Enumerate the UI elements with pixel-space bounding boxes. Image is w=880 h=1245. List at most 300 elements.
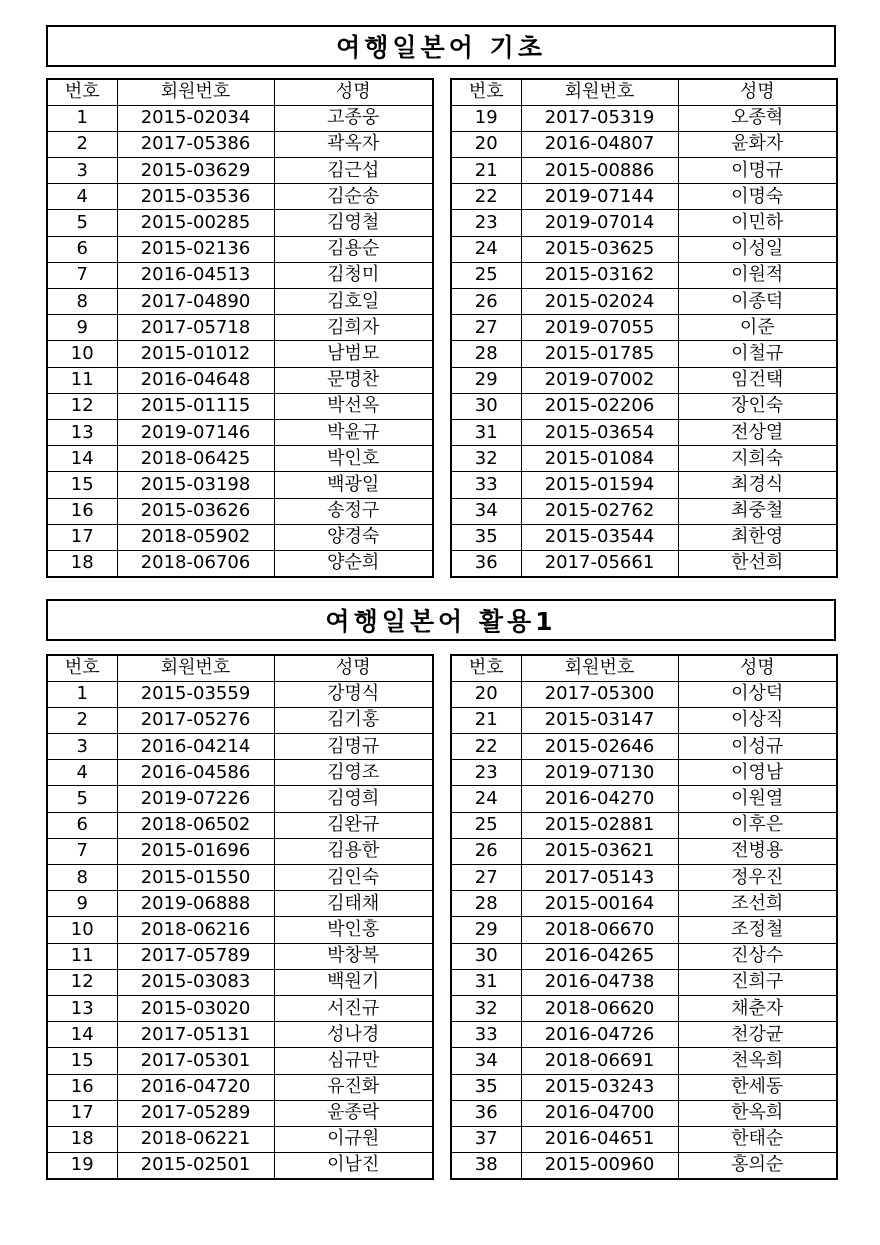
- cell-name: 한옥희: [678, 1100, 837, 1126]
- cell-member-id: 2017-05789: [117, 943, 274, 969]
- header-member-id: 회원번호: [117, 655, 274, 681]
- cell-name: 남범모: [274, 341, 433, 367]
- table-row: [451, 446, 837, 472]
- table-row: [451, 1100, 837, 1126]
- table-row: [47, 184, 433, 210]
- section-basic: [46, 25, 836, 574]
- cell-name: 이남진: [274, 1153, 433, 1179]
- cell-name: 이후은: [678, 812, 837, 838]
- table-row: [47, 707, 433, 733]
- cell-name: 이종덕: [678, 289, 837, 315]
- cell-member-id: 2016-04270: [521, 786, 678, 812]
- cell-member-id: 2016-04586: [117, 760, 274, 786]
- cell-name: 김영철: [274, 210, 433, 236]
- table-row: [47, 1048, 433, 1074]
- table-row: [47, 472, 433, 498]
- cell-name: 성나경: [274, 1022, 433, 1048]
- table-row: [47, 210, 433, 236]
- cell-number: 23: [451, 210, 521, 236]
- cell-name: 이준: [678, 315, 837, 341]
- cell-member-id: 2015-03626: [117, 498, 274, 524]
- cell-number: 38: [451, 1153, 521, 1179]
- cell-name: 김순송: [274, 184, 433, 210]
- cell-number: 11: [47, 943, 117, 969]
- cell-name: 이성일: [678, 236, 837, 262]
- table-row: [47, 315, 433, 341]
- cell-member-id: 2016-04265: [521, 943, 678, 969]
- cell-name: 천강균: [678, 1022, 837, 1048]
- cell-member-id: 2015-03654: [521, 419, 678, 445]
- cell-member-id: 2019-07002: [521, 367, 678, 393]
- cell-name: 곽옥자: [274, 131, 433, 157]
- cell-member-id: 2015-03629: [117, 158, 274, 184]
- cell-name: 이철규: [678, 341, 837, 367]
- cell-number: 25: [451, 812, 521, 838]
- header-member-id: 회원번호: [117, 79, 274, 105]
- cell-name: 홍의순: [678, 1153, 837, 1179]
- cell-member-id: 2018-06706: [117, 550, 274, 576]
- header-name: 성명: [274, 655, 433, 681]
- cell-number: 13: [47, 419, 117, 445]
- header-number: 번호: [47, 79, 117, 105]
- table-row: [47, 367, 433, 393]
- table-row: [47, 969, 433, 995]
- cell-member-id: 2018-06216: [117, 917, 274, 943]
- table-row: [451, 184, 837, 210]
- cell-member-id: 2016-04720: [117, 1074, 274, 1100]
- cell-number: 31: [451, 969, 521, 995]
- table-row: [451, 734, 837, 760]
- cell-name: 김인숙: [274, 865, 433, 891]
- table-row: [47, 446, 433, 472]
- cell-member-id: 2019-07130: [521, 760, 678, 786]
- cell-member-id: 2017-05386: [117, 131, 274, 157]
- cell-member-id: 2016-04738: [521, 969, 678, 995]
- cell-name: 임건택: [678, 367, 837, 393]
- header-member-id: 회원번호: [521, 655, 678, 681]
- cell-number: 21: [451, 707, 521, 733]
- cell-member-id: 2015-02136: [117, 236, 274, 262]
- cell-number: 30: [451, 943, 521, 969]
- header-name: 성명: [678, 655, 837, 681]
- cell-number: 17: [47, 524, 117, 550]
- cell-number: 12: [47, 393, 117, 419]
- cell-number: 18: [47, 1126, 117, 1152]
- cell-name: 이성규: [678, 734, 837, 760]
- cell-number: 10: [47, 917, 117, 943]
- cell-number: 17: [47, 1100, 117, 1126]
- cell-name: 한세동: [678, 1074, 837, 1100]
- cell-number: 20: [451, 131, 521, 157]
- table-row: [47, 236, 433, 262]
- cell-number: 3: [47, 734, 117, 760]
- cell-name: 진희구: [678, 969, 837, 995]
- table-header-row: [47, 655, 433, 681]
- header-member-id: 회원번호: [521, 79, 678, 105]
- cell-number: 5: [47, 210, 117, 236]
- cell-number: 15: [47, 1048, 117, 1074]
- cell-number: 27: [451, 315, 521, 341]
- table-row: [451, 367, 837, 393]
- table-row: [47, 917, 433, 943]
- cell-number: 24: [451, 786, 521, 812]
- table-row: [47, 393, 433, 419]
- cell-number: 25: [451, 262, 521, 288]
- member-table-left: [46, 78, 434, 578]
- member-table-right: [450, 654, 838, 1180]
- cell-number: 2: [47, 131, 117, 157]
- cell-name: 이상덕: [678, 681, 837, 707]
- header-number: 번호: [451, 655, 521, 681]
- cell-name: 한태순: [678, 1126, 837, 1152]
- table-row: [47, 1074, 433, 1100]
- table-row: [451, 1153, 837, 1179]
- cell-number: 16: [47, 498, 117, 524]
- cell-number: 22: [451, 184, 521, 210]
- cell-name: 최한영: [678, 524, 837, 550]
- cell-member-id: 2017-05289: [117, 1100, 274, 1126]
- header-number: 번호: [47, 655, 117, 681]
- section-title: 여행일본어 기초: [46, 25, 836, 67]
- cell-number: 19: [47, 1153, 117, 1179]
- cell-number: 8: [47, 865, 117, 891]
- cell-name: 송정구: [274, 498, 433, 524]
- table-row: [451, 838, 837, 864]
- member-table-right: [450, 78, 838, 578]
- cell-member-id: 2015-01550: [117, 865, 274, 891]
- cell-number: 1: [47, 105, 117, 131]
- cell-member-id: 2015-02024: [521, 289, 678, 315]
- cell-name: 문명찬: [274, 367, 433, 393]
- cell-name: 진상수: [678, 943, 837, 969]
- cell-member-id: 2017-05301: [117, 1048, 274, 1074]
- cell-number: 26: [451, 838, 521, 864]
- cell-name: 최경식: [678, 472, 837, 498]
- cell-member-id: 2018-06670: [521, 917, 678, 943]
- table-row: [47, 995, 433, 1021]
- cell-member-id: 2015-02881: [521, 812, 678, 838]
- cell-member-id: 2016-04513: [117, 262, 274, 288]
- cell-member-id: 2015-03621: [521, 838, 678, 864]
- cell-number: 21: [451, 158, 521, 184]
- table-row: [47, 1126, 433, 1152]
- cell-name: 전상열: [678, 419, 837, 445]
- table-row: [451, 1048, 837, 1074]
- cell-name: 이명규: [678, 158, 837, 184]
- cell-number: 34: [451, 1048, 521, 1074]
- table-row: [47, 419, 433, 445]
- cell-name: 김태채: [274, 891, 433, 917]
- cell-member-id: 2016-04651: [521, 1126, 678, 1152]
- table-row: [47, 760, 433, 786]
- table-row: [451, 812, 837, 838]
- cell-member-id: 2015-03198: [117, 472, 274, 498]
- table-row: [451, 943, 837, 969]
- table-header-row: [47, 79, 433, 105]
- table-row: [451, 1126, 837, 1152]
- cell-name: 김용순: [274, 236, 433, 262]
- cell-member-id: 2018-06425: [117, 446, 274, 472]
- header-name: 성명: [274, 79, 433, 105]
- cell-name: 양순희: [274, 550, 433, 576]
- section-applied-1: [46, 599, 836, 1176]
- cell-number: 29: [451, 367, 521, 393]
- table-row: [47, 550, 433, 576]
- cell-name: 이원적: [678, 262, 837, 288]
- table-row: [451, 865, 837, 891]
- cell-member-id: 2018-05902: [117, 524, 274, 550]
- cell-number: 4: [47, 760, 117, 786]
- table-row: [47, 1022, 433, 1048]
- cell-number: 9: [47, 891, 117, 917]
- cell-name: 조선희: [678, 891, 837, 917]
- cell-name: 이민하: [678, 210, 837, 236]
- table-row: [451, 498, 837, 524]
- cell-member-id: 2015-03536: [117, 184, 274, 210]
- cell-name: 윤종락: [274, 1100, 433, 1126]
- cell-number: 10: [47, 341, 117, 367]
- section-title: 여행일본어 활용1: [46, 599, 836, 641]
- cell-name: 박인홍: [274, 917, 433, 943]
- table-row: [47, 289, 433, 315]
- cell-name: 심규만: [274, 1048, 433, 1074]
- table-row: [451, 550, 837, 576]
- cell-member-id: 2017-05276: [117, 707, 274, 733]
- cell-number: 7: [47, 262, 117, 288]
- cell-member-id: 2015-03147: [521, 707, 678, 733]
- cell-member-id: 2019-07144: [521, 184, 678, 210]
- cell-number: 28: [451, 341, 521, 367]
- table-row: [47, 105, 433, 131]
- cell-number: 1: [47, 681, 117, 707]
- cell-member-id: 2015-02034: [117, 105, 274, 131]
- cell-member-id: 2016-04648: [117, 367, 274, 393]
- cell-member-id: 2017-04890: [117, 289, 274, 315]
- cell-member-id: 2017-05319: [521, 105, 678, 131]
- cell-name: 김희자: [274, 315, 433, 341]
- cell-number: 29: [451, 917, 521, 943]
- cell-name: 김명규: [274, 734, 433, 760]
- cell-name: 이명숙: [678, 184, 837, 210]
- cell-member-id: 2015-00285: [117, 210, 274, 236]
- table-row: [451, 105, 837, 131]
- cell-name: 이원열: [678, 786, 837, 812]
- cell-name: 윤화자: [678, 131, 837, 157]
- table-row: [451, 315, 837, 341]
- table-row: [47, 1153, 433, 1179]
- cell-number: 2: [47, 707, 117, 733]
- table-row: [451, 289, 837, 315]
- cell-member-id: 2018-06691: [521, 1048, 678, 1074]
- cell-member-id: 2016-04700: [521, 1100, 678, 1126]
- table-row: [451, 131, 837, 157]
- cell-name: 채춘자: [678, 995, 837, 1021]
- cell-number: 14: [47, 1022, 117, 1048]
- cell-number: 33: [451, 1022, 521, 1048]
- cell-name: 양경숙: [274, 524, 433, 550]
- cell-number: 33: [451, 472, 521, 498]
- cell-number: 9: [47, 315, 117, 341]
- cell-number: 22: [451, 734, 521, 760]
- cell-number: 13: [47, 995, 117, 1021]
- table-row: [451, 917, 837, 943]
- cell-member-id: 2017-05131: [117, 1022, 274, 1048]
- cell-name: 김영희: [274, 786, 433, 812]
- table-row: [47, 865, 433, 891]
- cell-member-id: 2015-00886: [521, 158, 678, 184]
- cell-name: 유진화: [274, 1074, 433, 1100]
- cell-member-id: 2018-06221: [117, 1126, 274, 1152]
- cell-number: 8: [47, 289, 117, 315]
- cell-member-id: 2015-03559: [117, 681, 274, 707]
- cell-name: 김청미: [274, 262, 433, 288]
- cell-name: 서진규: [274, 995, 433, 1021]
- cell-name: 김영조: [274, 760, 433, 786]
- cell-member-id: 2015-01696: [117, 838, 274, 864]
- cell-name: 조정철: [678, 917, 837, 943]
- cell-member-id: 2015-03243: [521, 1074, 678, 1100]
- cell-name: 최중철: [678, 498, 837, 524]
- header-number: 번호: [451, 79, 521, 105]
- cell-number: 20: [451, 681, 521, 707]
- cell-member-id: 2015-02646: [521, 734, 678, 760]
- table-row: [47, 1100, 433, 1126]
- table-row: [451, 524, 837, 550]
- cell-member-id: 2019-07055: [521, 315, 678, 341]
- table-row: [451, 419, 837, 445]
- cell-name: 이영남: [678, 760, 837, 786]
- table-row: [451, 1074, 837, 1100]
- cell-name: 오종혁: [678, 105, 837, 131]
- table-row: [47, 943, 433, 969]
- cell-name: 김기홍: [274, 707, 433, 733]
- table-row: [451, 262, 837, 288]
- cell-name: 김호일: [274, 289, 433, 315]
- table-row: [451, 681, 837, 707]
- cell-number: 12: [47, 969, 117, 995]
- cell-name: 고종웅: [274, 105, 433, 131]
- table-row: [451, 236, 837, 262]
- cell-member-id: 2019-06888: [117, 891, 274, 917]
- cell-member-id: 2015-03020: [117, 995, 274, 1021]
- cell-member-id: 2015-03083: [117, 969, 274, 995]
- cell-member-id: 2015-03544: [521, 524, 678, 550]
- cell-member-id: 2019-07226: [117, 786, 274, 812]
- table-row: [47, 734, 433, 760]
- cell-number: 35: [451, 524, 521, 550]
- cell-member-id: 2017-05661: [521, 550, 678, 576]
- cell-number: 32: [451, 446, 521, 472]
- table-row: [451, 1022, 837, 1048]
- cell-member-id: 2017-05718: [117, 315, 274, 341]
- cell-number: 31: [451, 419, 521, 445]
- cell-name: 전병용: [678, 838, 837, 864]
- cell-member-id: 2015-00960: [521, 1153, 678, 1179]
- cell-number: 26: [451, 289, 521, 315]
- table-row: [47, 838, 433, 864]
- cell-number: 7: [47, 838, 117, 864]
- cell-member-id: 2017-05143: [521, 865, 678, 891]
- cell-name: 장인숙: [678, 393, 837, 419]
- table-row: [47, 812, 433, 838]
- table-row: [451, 210, 837, 236]
- cell-number: 11: [47, 367, 117, 393]
- header-name: 성명: [678, 79, 837, 105]
- cell-number: 6: [47, 236, 117, 262]
- cell-member-id: 2015-02501: [117, 1153, 274, 1179]
- cell-member-id: 2015-03625: [521, 236, 678, 262]
- table-row: [47, 341, 433, 367]
- table-header-row: [451, 79, 837, 105]
- cell-member-id: 2015-01084: [521, 446, 678, 472]
- cell-member-id: 2018-06620: [521, 995, 678, 1021]
- cell-member-id: 2015-01594: [521, 472, 678, 498]
- cell-number: 3: [47, 158, 117, 184]
- cell-name: 김용한: [274, 838, 433, 864]
- table-row: [47, 891, 433, 917]
- cell-number: 5: [47, 786, 117, 812]
- table-row: [451, 158, 837, 184]
- cell-number: 16: [47, 1074, 117, 1100]
- cell-name: 지희숙: [678, 446, 837, 472]
- cell-name: 박인호: [274, 446, 433, 472]
- table-row: [47, 262, 433, 288]
- cell-number: 6: [47, 812, 117, 838]
- table-row: [451, 891, 837, 917]
- cell-member-id: 2015-01012: [117, 341, 274, 367]
- table-row: [47, 786, 433, 812]
- cell-member-id: 2015-02206: [521, 393, 678, 419]
- cell-name: 한선희: [678, 550, 837, 576]
- cell-member-id: 2015-01115: [117, 393, 274, 419]
- cell-number: 24: [451, 236, 521, 262]
- cell-number: 36: [451, 550, 521, 576]
- cell-member-id: 2018-06502: [117, 812, 274, 838]
- cell-number: 30: [451, 393, 521, 419]
- cell-member-id: 2016-04214: [117, 734, 274, 760]
- member-table-left: [46, 654, 434, 1180]
- cell-name: 김완규: [274, 812, 433, 838]
- table-header-row: [451, 655, 837, 681]
- table-row: [451, 995, 837, 1021]
- table-row: [47, 158, 433, 184]
- table-row: [47, 131, 433, 157]
- table-row: [451, 969, 837, 995]
- cell-number: 18: [47, 550, 117, 576]
- cell-number: 36: [451, 1100, 521, 1126]
- cell-member-id: 2019-07014: [521, 210, 678, 236]
- table-row: [451, 393, 837, 419]
- cell-member-id: 2015-02762: [521, 498, 678, 524]
- cell-number: 34: [451, 498, 521, 524]
- cell-name: 이규원: [274, 1126, 433, 1152]
- cell-member-id: 2016-04726: [521, 1022, 678, 1048]
- table-row: [451, 760, 837, 786]
- cell-number: 28: [451, 891, 521, 917]
- cell-member-id: 2015-01785: [521, 341, 678, 367]
- cell-name: 박창복: [274, 943, 433, 969]
- cell-name: 백원기: [274, 969, 433, 995]
- cell-number: 27: [451, 865, 521, 891]
- cell-number: 19: [451, 105, 521, 131]
- cell-name: 박윤규: [274, 419, 433, 445]
- cell-member-id: 2019-07146: [117, 419, 274, 445]
- cell-name: 백광일: [274, 472, 433, 498]
- cell-name: 김근섭: [274, 158, 433, 184]
- table-row: [451, 341, 837, 367]
- cell-number: 15: [47, 472, 117, 498]
- cell-number: 32: [451, 995, 521, 1021]
